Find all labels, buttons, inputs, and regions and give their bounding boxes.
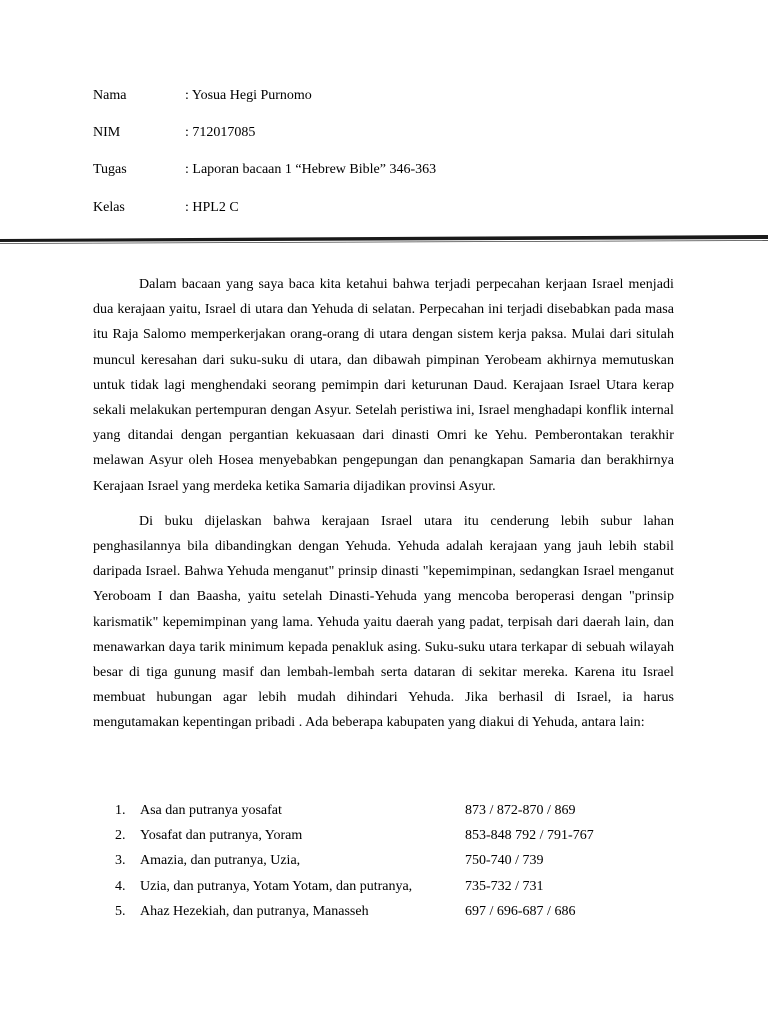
list-item bbox=[93, 850, 693, 875]
list-years: 750-740 / 739 bbox=[465, 853, 544, 869]
header-label: Nama bbox=[93, 88, 127, 103]
header-label: Kelas bbox=[93, 200, 125, 215]
header-value: : Laporan bacaan 1 “Hebrew Bible” 346-363 bbox=[185, 162, 437, 177]
list-item bbox=[93, 800, 693, 825]
paragraph: Di buku dijelaskan bahwa kerajaan Israel utara itu cenderung lebih subur lahan penghasilannya bila dibandingkan dengan Yehuda. Yehuda adalah kerajaan yang jauh lebih stabil daripada Israel. Bahwa Yehuda menganut" prinsip dinasti "kepemimpinan, sedangkan Israel menganut Yeroboam I dan Baasha, yaitu setelah Dinasti-Yehuda yang mencoba beroperasi dengan "prinsip karismatik" kepemimpinan yang lama. Yehuda yaitu daerah yang padat, terpisah dari daerah lain, dan menawarkan daya tarik minimum kepada penakluk asing. Suku-suku utara terkapar di sebuah wilayah besar di tiga gunung masif dan lembah-lembah serta dataran di sekitar mereka. Karena itu Israel membuat hubungan agar lebih mudah dihindari Yehuda. Jika berhasil di Israel, ia harus mengutamakan kepentingan pribadi . Ada beberapa kabupaten yang diakui di Yehuda, antara lain: bbox=[93, 513, 674, 731]
list-item bbox=[93, 901, 693, 926]
list-number: 2. bbox=[115, 828, 126, 844]
list-years: 697 / 696-687 / 686 bbox=[465, 903, 576, 919]
list-number: 4. bbox=[115, 878, 126, 894]
list-years: 853-848 792 / 791-767 bbox=[465, 828, 594, 844]
list-item bbox=[93, 876, 693, 901]
header-value: : Yosua Hegi Purnomo bbox=[185, 88, 312, 103]
kings-list bbox=[93, 800, 693, 926]
list-text: Asa dan putranya yosafat bbox=[140, 803, 282, 818]
list-years: 735-732 / 731 bbox=[465, 878, 544, 894]
list-text: Yosafat dan putranya, Yoram bbox=[140, 828, 303, 844]
list-years: 873 / 872-870 / 869 bbox=[465, 803, 576, 818]
report-body bbox=[93, 272, 674, 736]
list-number: 5. bbox=[115, 903, 126, 919]
list-text: Amazia, dan putranya, Uzia, bbox=[140, 853, 301, 869]
list-number: 3. bbox=[115, 853, 126, 869]
list-item bbox=[93, 825, 693, 850]
list-text: Ahaz Hezekiah, dan putranya, Manasseh bbox=[140, 903, 369, 919]
header-value: : HPL2 C bbox=[185, 200, 239, 215]
paragraph: Dalam bacaan yang saya baca kita ketahui bahwa terjadi perpecahan kerjaan Israel menjadi dua kerajaan yaitu, Israel di utara dan Yehuda di selatan. Perpecahan ini terjadi disebabkan pada masa itu Raja Salomo memperkerjakan orang-orang di utara dengan sistem kerja paksa. Mulai dari situlah muncul keresahan dari suku-suku di utara, dan dibawah pimpinan Yerobeam akhirnya memutuskan untuk tidak lagi menghendaki seorang pemimpin dari keturunan Daud. Kerajaan Israel Utara kerap sekali melakukan pertempuran dengan Asyur. Setelah peristiwa ini, Israel menghadapi konflik internal yang ditandai dengan pergantian kekuasaan dari dinasti Omri ke Yehu. Pemberontakan terakhir melawan Asyur oleh Hosea menyebabkan pengepungan dan penangkapan Samaria dan berakhirnya Kerajaan Israel yang merdeka ketika Samaria dijadikan provinsi Asyur. bbox=[93, 277, 674, 494]
header-label: NIM bbox=[93, 125, 121, 140]
header-divider bbox=[0, 234, 768, 244]
list-number: 1. bbox=[115, 803, 126, 818]
list-text: Uzia, dan putranya, Yotam Yotam, dan putranya, bbox=[140, 878, 413, 894]
header-label: Tugas bbox=[93, 162, 127, 177]
header-value: : 712017085 bbox=[185, 125, 256, 140]
